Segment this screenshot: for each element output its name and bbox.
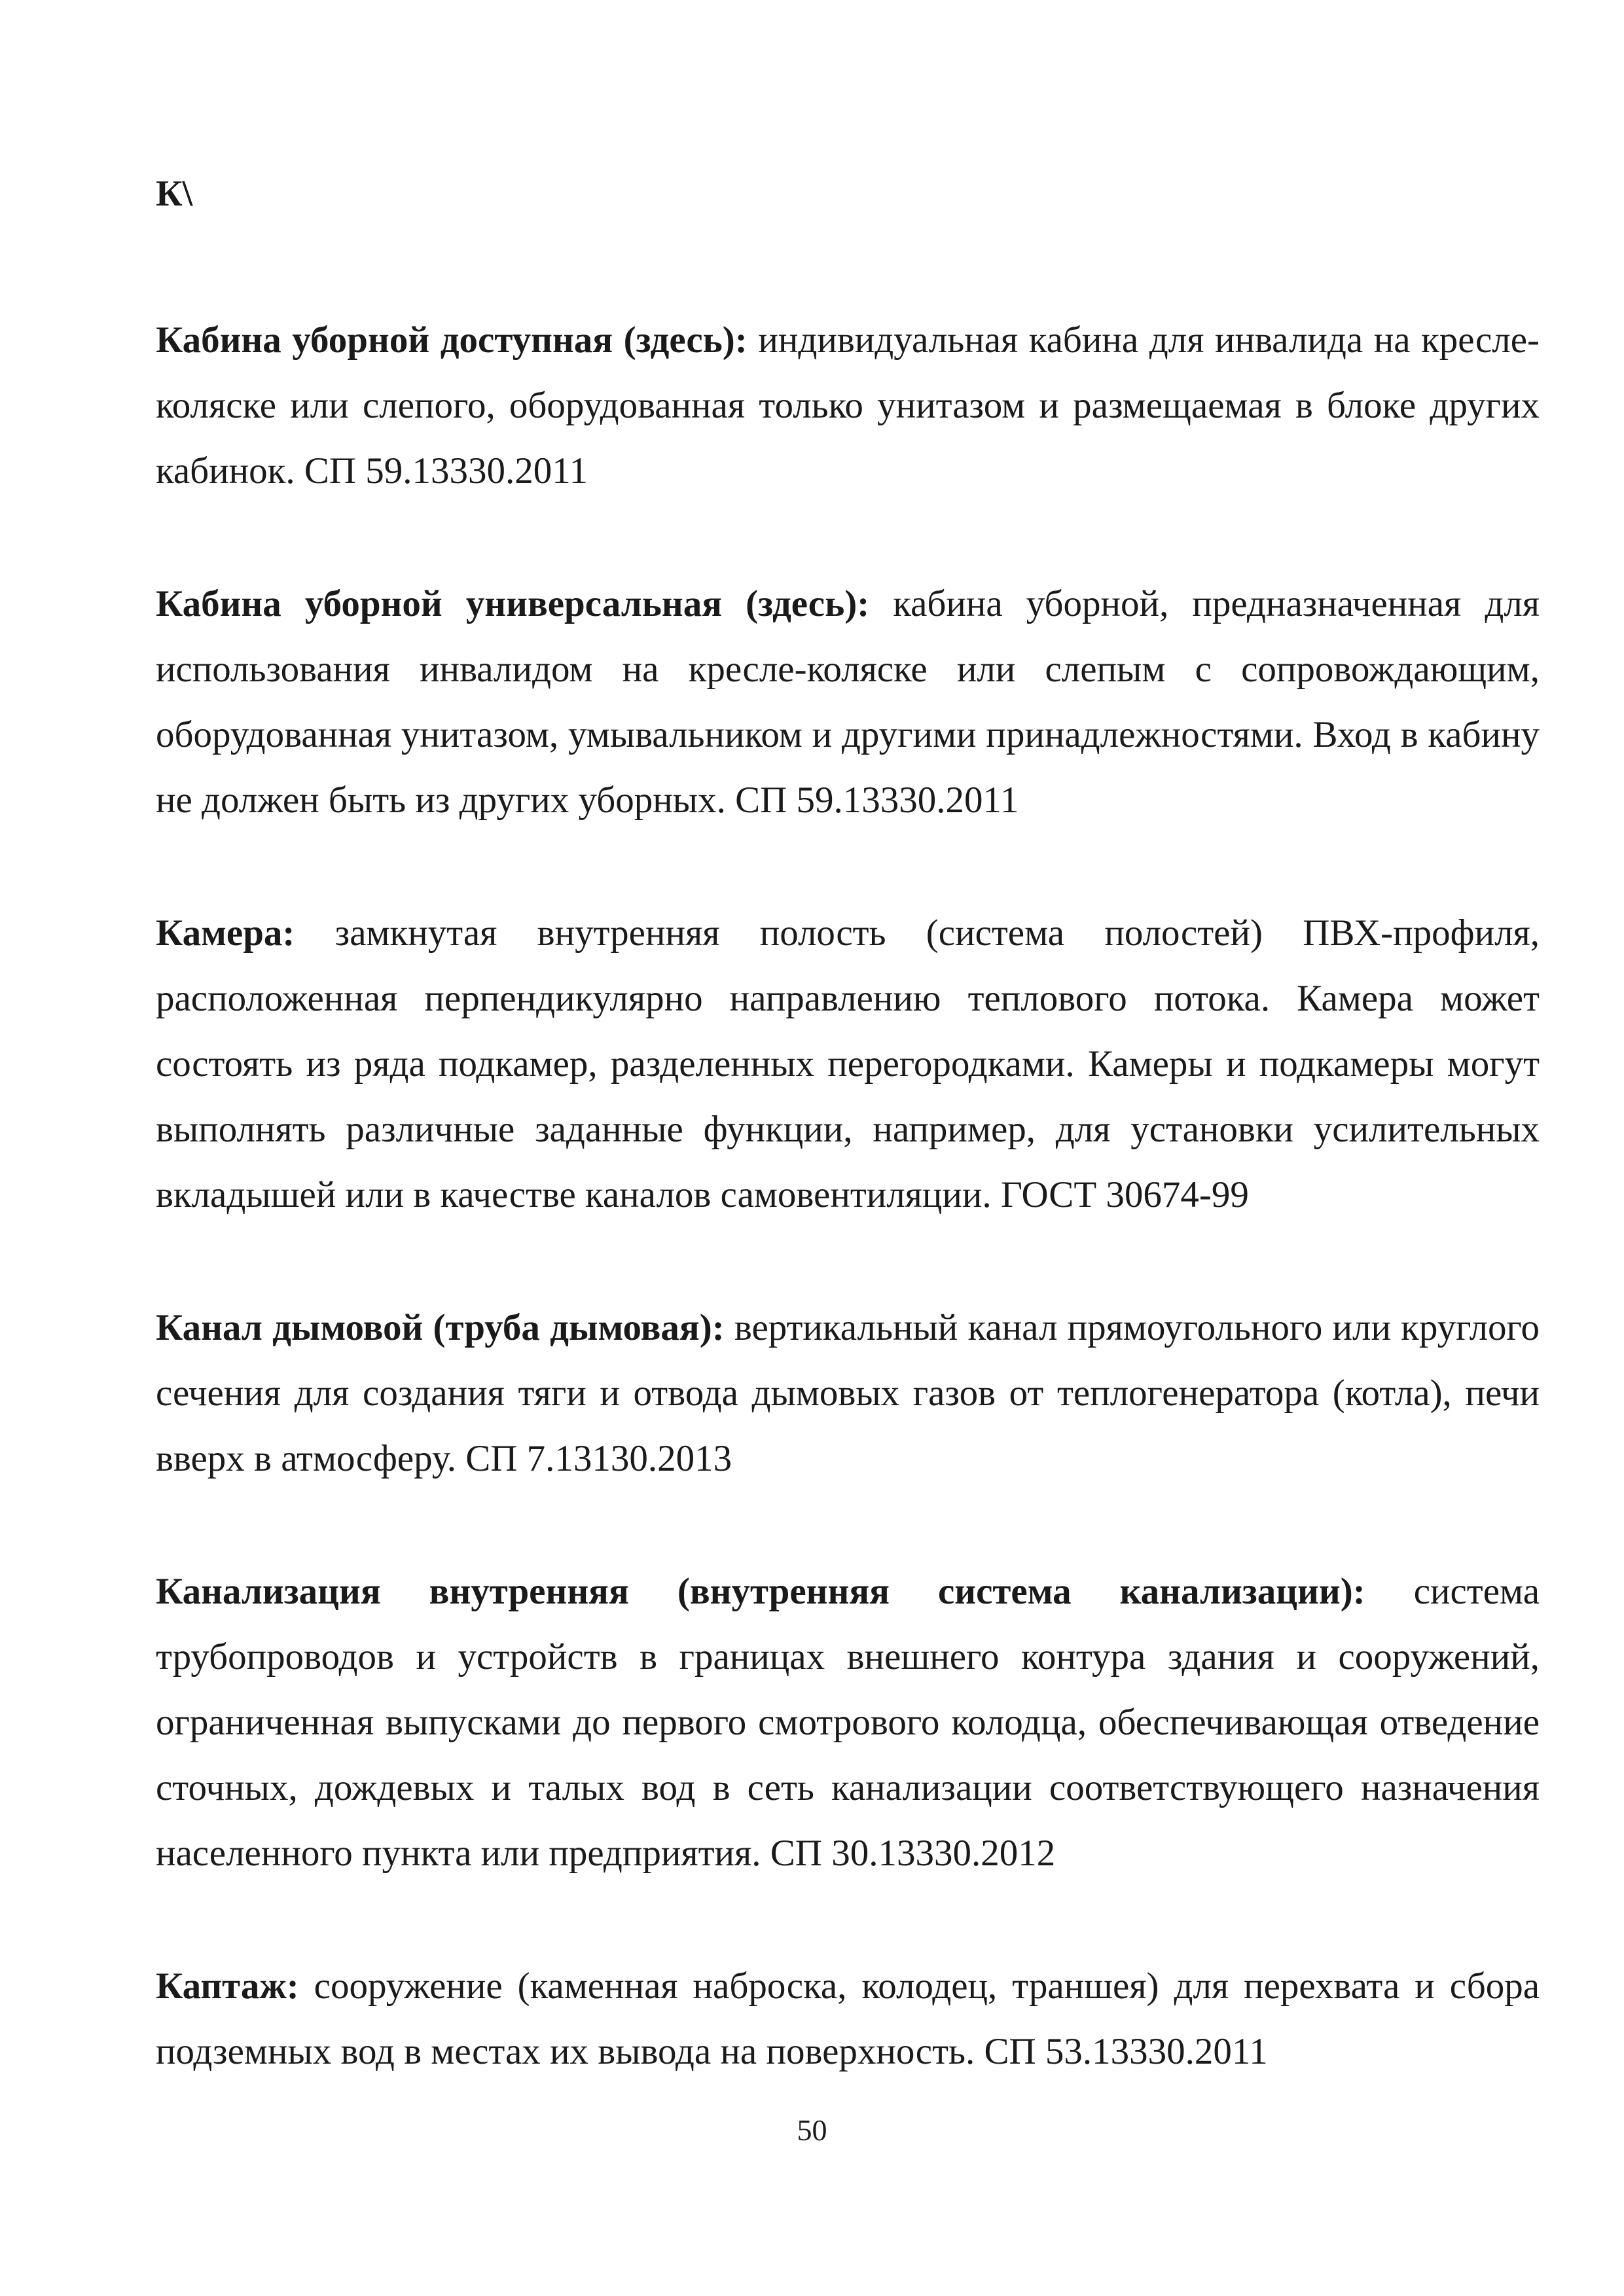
glossary-entries	[156, 308, 1540, 2152]
entry-term: Кабина уборной универсальная (здесь):	[156, 583, 870, 624]
glossary-entry	[156, 1954, 1540, 2085]
entry-term: Канал дымовой (труба дымовая):	[156, 1307, 725, 1348]
glossary-entry	[156, 901, 1540, 1228]
page-number: 50	[797, 2113, 827, 2147]
entry-term: Канализация внутренняя (внутренняя система канализации):	[156, 1571, 1365, 1612]
glossary-entry	[156, 308, 1540, 504]
glossary-entry	[156, 571, 1540, 833]
glossary-entry	[156, 1559, 1540, 1886]
entry-definition: индивидуальная кабина для инвалида на кресле-коляске или слепого, оборудованная только унитазом и размещаемая в блоке других кабинок. СП 59.13330.2011	[156, 319, 1540, 492]
entry-term: Кабина уборной доступная (здесь):	[156, 319, 748, 361]
entry-definition: замкнутая внутренняя полость (система полостей) ПВХ-профиля, расположенная перпендикулярно направлению теплового потока. Камера может состоять из ряда подкамер, разделенных перегородками. Камеры и подкамеры могут выполнять различные заданные функции, например, для установки усилительных вкладышей или в качестве каналов самовентиляции. ГОСТ 30674-99	[156, 912, 1540, 1215]
entry-definition: сооружение (каменная наброска, колодец, траншея) для перехвата и сбора подземных вод в местах их вывода на поверхность. СП 53.13330.2011	[156, 1965, 1540, 2072]
glossary-entry	[156, 1295, 1540, 1492]
entry-definition: вертикальный канал прямоугольного или круглого сечения для создания тяги и отвода дымовых газов от теплогенератора (котла), печи вверх в атмосферу. СП 7.13130.2013	[156, 1307, 1540, 1479]
entry-term: Каптаж:	[156, 1965, 299, 2007]
entry-term: Камера:	[156, 912, 295, 954]
entry-definition: кабина уборной, предназначенная для использования инвалидом на кресле-коляске или слепым с сопровождающим, оборудованная унитазом, умывальником и другими принадлежностями. Вход в кабину не должен быть из других уборных. СП 59.13330.2011	[156, 583, 1540, 821]
entry-definition: система трубопроводов и устройств в границах внешнего контура здания и сооружений, ограниченная выпусками до первого смотрового колодца, обеспечивающая отведение сточных, дождевых и талых вод в сеть канализации соответствующего назначения населенного пункта или предприятия. СП 30.13330.2012	[156, 1571, 1540, 1874]
section-letter-heading: К\	[156, 173, 193, 214]
